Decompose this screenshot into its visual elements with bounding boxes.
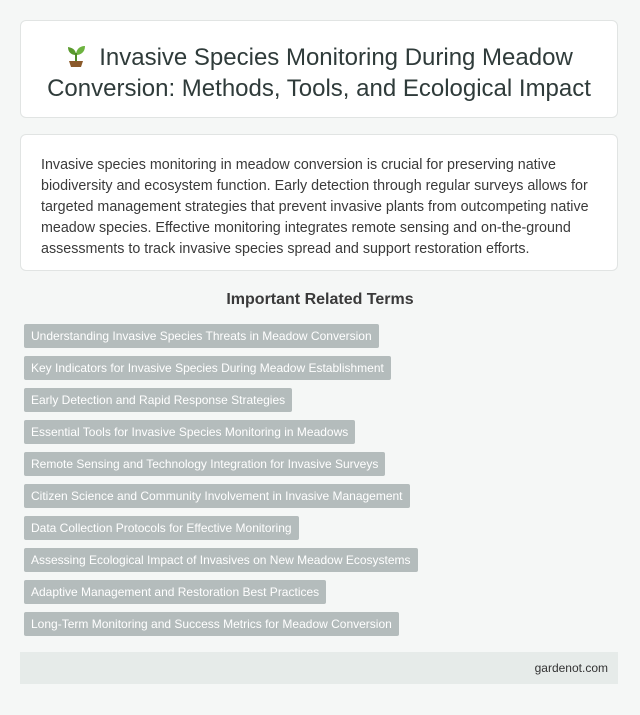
related-term-link[interactable]: Citizen Science and Community Involvement in Invasive Management	[24, 484, 410, 508]
related-terms-heading: Important Related Terms	[226, 291, 414, 308]
title-card	[20, 20, 618, 118]
footer-site-link[interactable]: gardenot.com	[534, 661, 608, 675]
page-title	[21, 21, 617, 103]
related-term-link[interactable]: Early Detection and Rapid Response Strategies	[24, 388, 292, 412]
related-term-link[interactable]: Essential Tools for Invasive Species Monitoring in Meadows	[24, 420, 355, 444]
related-term-link[interactable]: Understanding Invasive Species Threats in Meadow Conversion	[24, 324, 379, 348]
related-term-link[interactable]: Assessing Ecological Impact of Invasives on New Meadow Ecosystems	[24, 548, 418, 572]
related-term-link[interactable]: Remote Sensing and Technology Integration for Invasive Surveys	[24, 452, 385, 476]
related-term-link[interactable]: Adaptive Management and Restoration Best Practices	[24, 580, 326, 604]
related-terms-list	[24, 324, 418, 644]
intro-paragraph: Invasive species monitoring in meadow conversion is crucial for preserving native biodiversity and ecosystem function. Early detection through regular surveys allows for targeted management strategies that prevent invasive plants from outcompeting native meadow species. Effective monitoring integrates remote sensing and on-the-ground assessments to track invasive species spread and support restoration efforts.	[41, 157, 589, 257]
related-term-link[interactable]: Data Collection Protocols for Effective Monitoring	[24, 516, 299, 540]
intro-card	[20, 134, 618, 271]
sprout-icon	[65, 43, 87, 74]
page-title-text: Invasive Species Monitoring During Meadow Conversion: Methods, Tools, and Ecological Impact	[47, 44, 591, 102]
related-term-link[interactable]: Key Indicators for Invasive Species During Meadow Establishment	[24, 356, 391, 380]
footer	[20, 652, 618, 684]
related-term-link[interactable]: Long-Term Monitoring and Success Metrics for Meadow Conversion	[24, 612, 399, 636]
